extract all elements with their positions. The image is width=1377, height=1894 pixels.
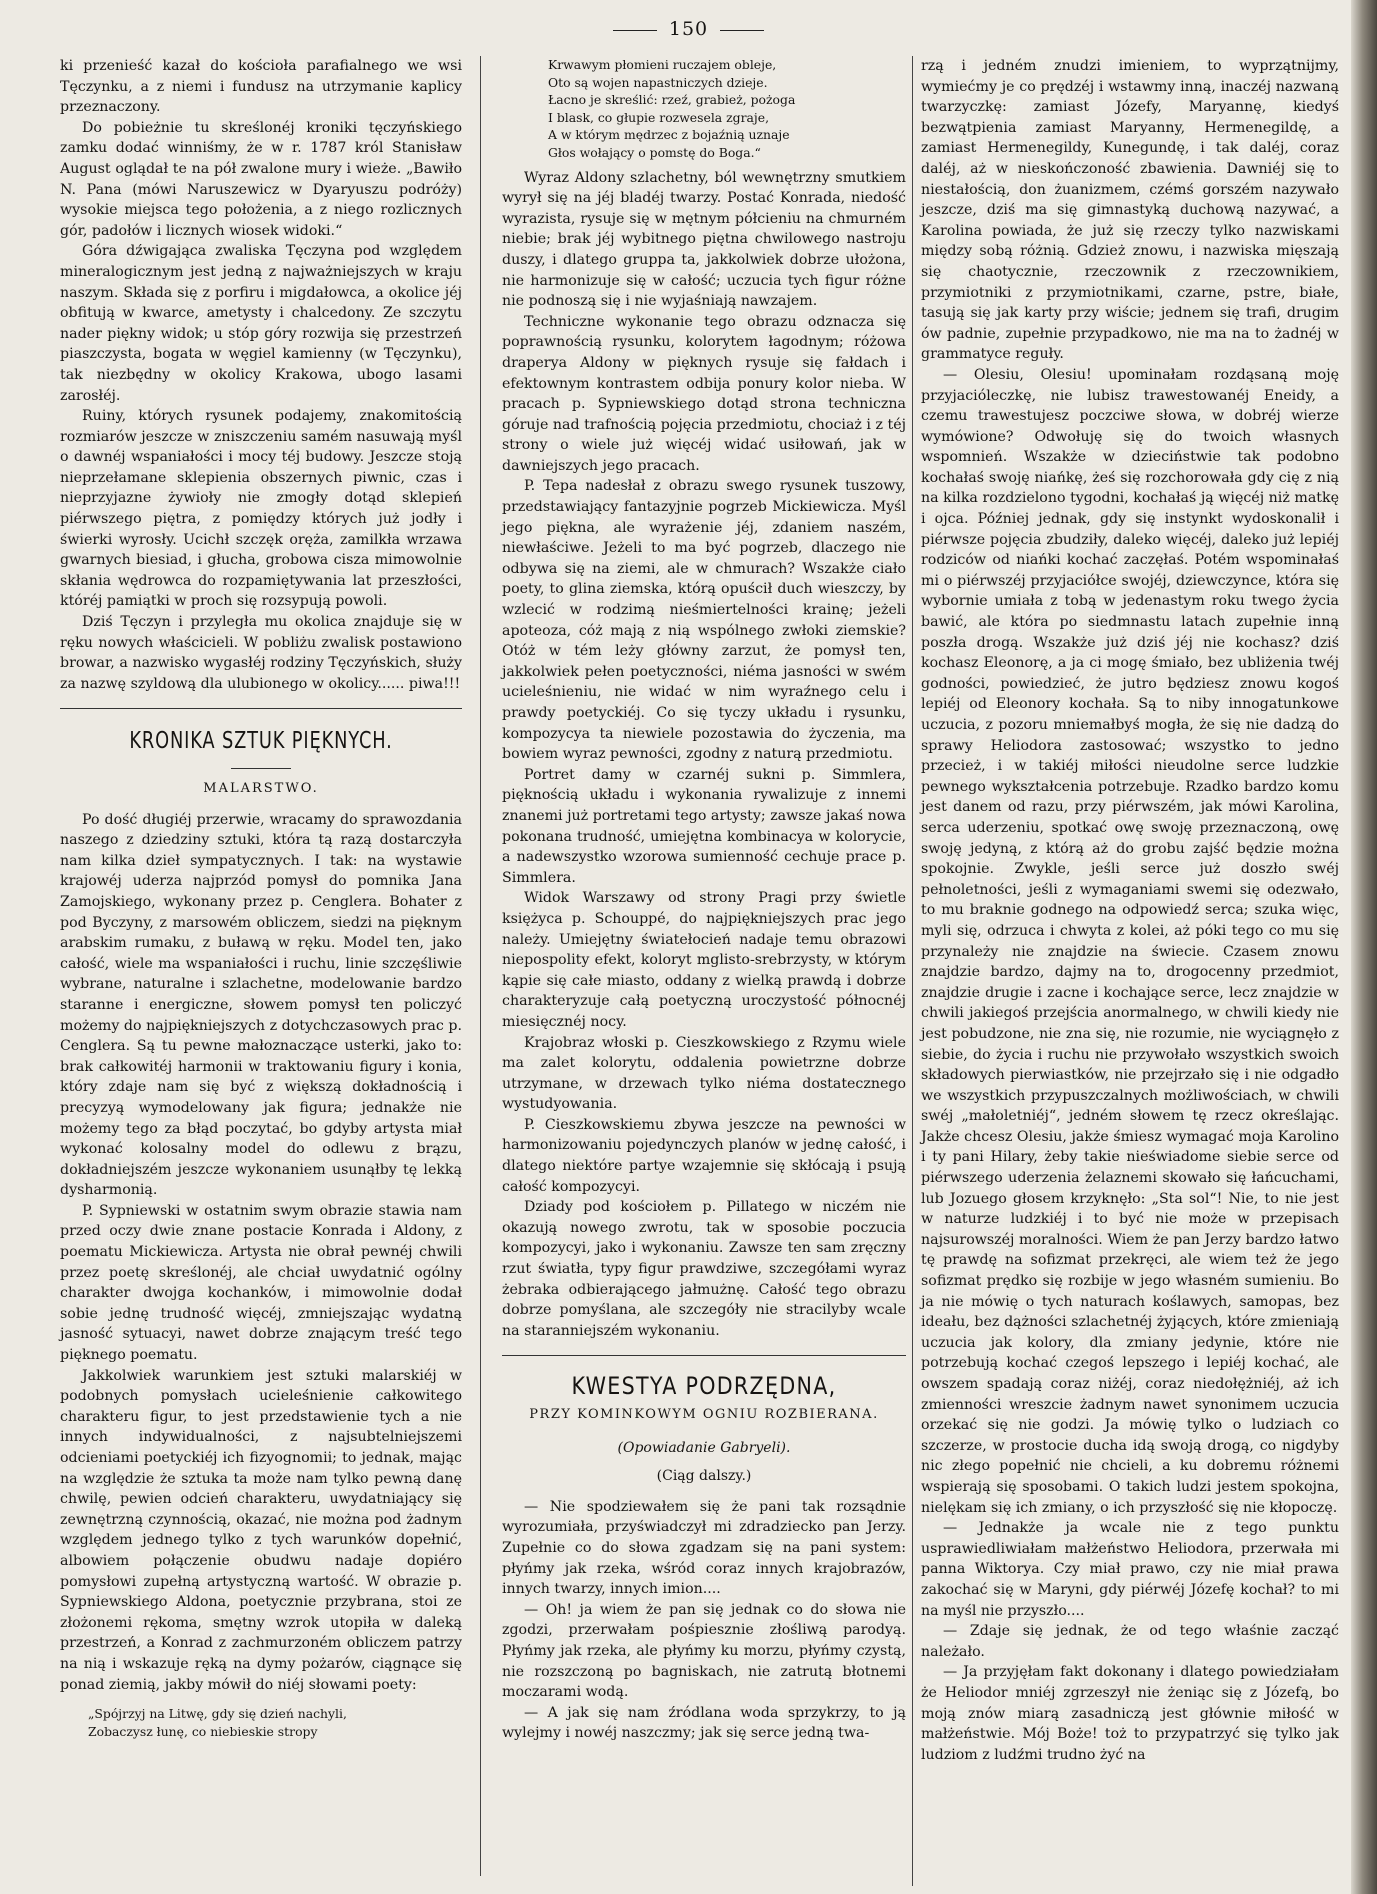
paragraph: Do pobieżnie tu skreślonéj kroniki tęczyńskiego zamku dodać winniśmy, że w r. 1787 król Stanisław August oglądał te na pół zwalone mury i wieże. „Bawiło N. Pana (mówi Naruszewicz w Dyaryuszu podróży) wysokie miejsca tego położenia, a z niego rozlicznych gór, padołów i licznych wiosek widoki.“ [60,119,462,239]
poem-quote-start [60,1705,462,1740]
article-credit: (Opowiadanie Gabryeli). [617,1439,791,1456]
column-3 [921,56,1339,1765]
paragraph: Wyraz Aldony szlachetny, ból wewnętrzny smutkiem wyrył się na jéj bladéj twarzy. Postać Konrada, niedość wyrazista, rysuje się w mętnym półcieniu na chmurném niebie; brak jéj wybitnego piętna chwilowego nastroju duszy, i dlatego gruppa ta, jakkolwiek dobrze ułożona, nie harmonizuje się w całość; uczucia tych figur różne nie podnoszą się i nie wyjaśniają nawzajem. [502,169,906,310]
adjacent-page-edge [1351,0,1377,1894]
paragraph: P. Cieszkowskiemu zbywa jeszcze na pewności w harmonizowaniu pojedynczych planów w jednę całość, i dlatego niektóre partye wzajemnie się skłócają i psują całość kompozycyi. [502,1116,906,1195]
paragraph: — Olesiu, Olesiu! upominałam rozdąsaną moję przyjacióleczkę, nie lubisz trawestowanéj Eneidy, a czemu trawestujesz poczciwe słowa, w dobréj wierze wymówione? Odwołuję się do twoich własnych wspomnień. Wszakże w dzieciństwie tak podobno kochałaś swoję niańkę, żeś się rozchorowała gdy cię z nią na kilka rozdzielono tygodni, kochałaś ją więcéj niż matkę i ojca. Później jednak, gdy się instynkt wydoskonalił i piérwsze pojęcia zbudziły, daleko więcéj, daleko już lepiéj rodziców od niańki kochać zaczęłaś. Potém wspominałaś mi o piérwszéj przyjaciółce swojéj, dziewczynce, która się wybornie umiała z tobą w jedenastym roku twego życia bawić, ale która po siedmnastu latach zupełnie inną poszła drogą. Wszakże już dziś jéj nie kochasz? dziś kochasz Eleonorę, a ja ci mogę śmiało, bez ubliżenia twéj godności, powiedzieć, że jutro będziesz znowu kogoś lepiéj od Eleonory kochała. Są to niby innogatunkowe uczucia, z pozoru mniemałbyś mogła, że się nie dadzą do sprawy Heliodora zastosować; wszystko to jedno przecież, i w takiéj miłości nieudolne serce ludzkie pewnego wykształcenia potrzebuje. Rzadko bardzo komu jest danem od razu, przy piérwszém, jak mówi Karolina, serca uderzeniu, spotkać owę swoję przeznaczoną, owę swoję jedyną, z którą aż do grobu zajść będzie można spokojnie. Zwykle, jeśli serce już doszło swéj pełnoletności, jeśli z wymaganiami swemi się odezwało, to mu braknie godnego na odpowiedź serca; szuka więc, myli się, odrzuca i chwyta z kolei, aż póki tego co mu się przynależy nie znajdzie na świecie. Czasem znowu znajdzie bardzo, dajmy na to, drogocenny przedmiot, znajdzie drugie i zacne i kochające serce, lecz znajdzie w chwili jakiegoś przejścia anormalnego, w chwili kiedy nie jest pobudzone, nie zna się, nie rozumie, nie wyciągnęło z siebie, do życia i ruchu nie przywołało wszystkich swoich składowych pierwiastków, nie przejrzało się i nie odgadło we wszystkich przypuszczalnych możliwościach, w chwili swéj „małoletniéj“, jedném słowem tę rzecz określając. Jakże chcesz Olesiu, jakże śmiesz wymagać moja Karolino i ty pani Hilary, żeby takie nieświadome siebie serce od piérwszego uderzenia żelaznemi skowało się łańcuchami, lub Jozuego głosem krzyknęło: „Sta sol“! Nie, to nie jest w naturze ludzkiéj i to być nie może w przepisach najsurowszéj moralności. Wiem że pan Jerzy bardzo łatwo tę prawdę na sofizmat przekręci, ale wiem też że jego sofizmat prędko się rozbije w jego własném sumieniu. Bo ja nie mówię o tych naturach koślawych, samopas, bez ideału, bez dążności szlachetnéj żyjących, które zmieniają uczucia jak kolory, dla zmiany jedynie, które nie potrzebują kochać czegoś lepszego i lepiéj kochać, ale owszem spadają coraz niżéj, coraz niedołężniéj, aż ich zmienności wreszcie żadnym nawet synonimem uczucia orzekać się nie godzi. Ja mówię tylko o ludziach co szczerze, w prostocie ducha idą swoją drogą, co nigdyby nic złego popełnić nie chcieli, a ku dobremu różnemi wspierają się sposobami. O takich ludzi jestem spokojna, nielękam się ich zmiany, o ich przyszłość się nie kłopoczę. [921,366,1339,1516]
paragraph: Ruiny, których rysunek podajemy, znakomitością rozmiarów jeszcze w zniszczeniu samém nasuwają myśl o dawnéj wspaniałości i mocy téj budowy. Jeszcze stoją nieprzełamane sklepienia obszernych piwnic, czas i nieprzyjazne żywioły nie zmogły dotąd sklepień piérwszego piętra, z pomiędzy których już jodły i świerki wyrosły. Ucichł szczęk oręża, zamilkła wrzawa gwarnych biesiad, i głucha, grobowa cisza mimowolnie skłania wędrowca do rozpamiętywania lat przeszłości, któréj pamiątki w proch się rozsypują powoli. [60,408,462,610]
article-divider [502,1355,906,1356]
poem-line: Krwawym płomieni ruczajem obleje, [548,57,777,72]
art-chronicle-continued [502,168,906,1342]
paragraph: Dziś Tęczyn i przyległa mu okolica znajduje się w ręku nowych właścicieli. W pobliżu zwalisk postawiono browar, a nazwisko wygasłéj rodziny Tęczyńskich, służy za nazwę szyldową dla ulubionego w okolicy...... piwa!!! [60,614,462,692]
poem-line: A w którym mędrzec z bojaźnią uznaje [548,127,790,143]
page-number-header [0,18,1377,40]
section-title: KRONIKA SZTUK PIĘKNYCH. [129,728,393,755]
paragraph: P. Tepa nadesłał z obrazu swego rysunek tuszowy, przedstawiający fantazyjnie pogrzeb Mickiewicza. Myśl jego piękna, ale wyrażenie jéj, zdaniem naszém, niewłaściwe. Jeżeli to ma być pogrzeb, dlaczego nie odbywa się na ziemi, ale w chmurach? Wszakże ciało poety, to glina ziemska, którą opuścił duch wieszczy, by wzlecić w rodzimą nieśmiertelności krainę; jeżeli apoteoza, cóż mają z nią wspólnego zwłoki ziemskie? Otóż w tém leży główny zarzut, że pomysł ten, jakkolwiek pełen poetyczności, niéma jasności w swém ucieleśnieniu, nie widać w nim wyraźnego celu i prawdy poetyckiéj. Co się tyczy układu i rysunku, kompozycya ta niewiele pozostawia do życzenia, ma bowiem wyraz pewności, zgodny z naturą przedmiotu. [502,478,906,763]
page-number: 150 [668,18,709,40]
header-dash-right [720,30,764,31]
section-divider [60,708,462,709]
paragraph: ki przenieść kazał do kościoła parafialnego we wsi Tęczynku, a z niemi i fundusz na utrzymanie kaplicy przeznaczony. [60,58,462,116]
paragraph: Techniczne wykonanie tego obrazu odznacza się poprawnością rysunku, kolorytem łagodnym; różowa draperya Aldony w pięknych rysuje się fałdach i efektownym kontrastem odbija ponury kolor nieba. W pracach p. Sypniewskiego dotąd strona techniczna góruje nad trafnością pojęcia przedmiotu, chociaż i z téj strony o wiele już więcéj widać usiłowań, jak w dawniejszych jego pracach. [502,313,906,474]
column-2 [502,56,906,1744]
paragraph: Krajobraz włoski p. Cieszkowskiego z Rzymu wiele ma zalet kolorytu, oddalenia powietrzne dobrze utrzymane, w drzewach tylko niéma dostatecznego wystudyowania. [502,1034,906,1113]
paragraph: Góra dźwigająca zwaliska Tęczyna pod względem mineralogicznym jest jedną z najważniejszych w kraju naszym. Składa się z porfiru i migdałowca, a okolice jéj obfitują w kwarce, ametysty i chalcedony. Ze szczytu nader piękny widok; u stóp góry rozwija się przestrzeń piaszczysta, bogata w węgiel kamienny (w Tęczynku), tak niezbędny w okolicy Krakowa, ubogo lasami zarosłéj. [60,243,462,404]
paragraph: — Nie spodziewałem się że pani tak rozsądnie wyrozumiała, przyświadczył mi zdradziecko pan Jerzy. Zupełnie co do słowa zgadzam się na pani system: płyńmy jak rzeka, wśród coraz innych krajobrazów, innych twarzy, innych imion.... [502,1498,906,1598]
poem-line: Głos wołający o pomstę do Boga.“ [548,144,761,160]
paragraph: rzą i jedném znudzi imieniem, to wyprzątnijmy, wymiećmy je co prędzéj i wstawmy inną, inaczéj nazwaną twarzyczkę: zamiast Józefy, Maryannę, kiedyś bezwątpienia zamiast Maryanny, Hermenegildę, a zamiast Hermenegildy, Kunegundę, i tak daléj, coraz daléj, aż w nieskończoność zbawienia. Dawniéj się to niestałością, don żuanizmem, czémś gorszém nazywało jeszcze, dziś ma się gimnastyką duchową nazywać, a Karolina powiada, że już się rzeczy tylko nazwiskami między sobą różnią. Gdzież znowu, i nazwiska mięszają się chaotycznie, rzeczownik z rzeczownikiem, przymiotniki z przymiotnikami, czarne, pstre, białe, tasują się jak karty przy wiście; jednem się trafi, drugim ów padnie, zupełnie przypadkowo, nie ma na to żadnéj w grammatyce reguły. [921,58,1339,363]
paragraph: — Jednakże ja wcale nie z tego punktu usprawiedliwiałam małżeństwo Heliodora, przerwała mi panna Wiktorya. Czy miał prawo, czy nie miał prawa zakochać się w Maryni, gdy piérwéj Józefę kochał? to mi na myśl nie przyszło.... [921,1520,1339,1619]
header-dash-left [613,30,657,31]
tenczyn-article-ending [60,56,462,694]
poem-line: Łacno je skreślić: rzeź, grabież, pożoga [548,92,796,108]
poem-line: Oto są wojen napastniczych dzieje. [548,74,768,90]
paragraph: — A jak się nam źródlana woda sprzykrzy, to ją wylejmy i nowéj naszczmy; jak się serce jedną twa- [502,1704,906,1742]
column-1 [60,56,462,1746]
paragraph: Portret damy w czarnéj sukni p. Simmlera, pięknością układu i wykonania rywalizuje z innemi znanemi już portretami tego artysty; zawsze jakaś nowa pokonana trudność, umiejętna kombinacya w kolorycie, a nadewszystko wzorowa sumienność cechuje prace p. Simmlera. [502,766,906,886]
poem-line: I blask, co głupie rozwesela zgraje, [548,109,770,125]
column-divider-right [912,56,913,1886]
short-divider [231,768,291,769]
paragraph: Jakkolwiek warunkiem jest sztuki malarskiéj w podobnych pomysłach ucieleśnienie całkowitego charakteru figur, to jest przedstawienie tych a nie innych indywidualności, z najsubtelniejszemi odcieniami poetyckiéj ich fizyognomii; to jednak, mając na względzie że sztuka ta może nam tylko pewną danę chwilę, pewien odcień charakteru, uwydatniający się zewnętrzną czynnością, okazać, nie można pod żadnym względem jednego tylko z tych warunków dopełnić, albowiem połączenie obudwu nadaje dopiéro pomysłowi zupełną artystyczną wartość. W obrazie p. Sypniewskiego Aldona, poetycznie przybrana, stoi ze złożonemi rękoma, smętny wzrok utopiła w daleką przestrzeń, a Konrad z zachmurzoném obliczem patrzy na nią i wskazuje ręką na dymy pożarów, ciągnące się ponad ziemią, jakby mówił do niéj słowami poety: [60,1367,462,1693]
paragraph: P. Sypniewski w ostatnim swym obrazie stawia nam przed oczy dwie znane postacie Konrada i Aldony, z poematu Mickiewicza. Artysta nie obrał pewnéj chwili przez poetę skreślonéj, ale chciał uwydatnić ogólny charakter dwojga kochanków, i mimowolnie dodał sobie jednę trudność więcéj, zmniejszając wydatną jasność sytuacyi, nawet dobrze znającym treść tego pięknego poematu. [60,1202,462,1364]
article-continuation-note: (Ciąg dalszy.) [656,1468,752,1485]
article-title: KWESTYA PODRZĘDNA, [571,1372,837,1401]
poem-line: Zobaczysz łunę, co niebieskie stropy [88,1723,318,1739]
story-body [502,1497,906,1744]
paragraph: Po dość długiéj przerwie, wracamy do sprawozdania naszego z dziedziny sztuki, która tą razą dostarczyła nam kilka dzieł sympatycznych. I tak: na wystawie krajowéj uderza najprzód pomysł do pomnika Jana Zamojskiego, wykonany przez p. Cenglera. Bohater z pod Byczyny, z marsowém obliczem, siedzi na pięknym arabskim rumaku, z buławą w ręku. Model ten, jako całość, wiele ma wspaniałości i ruchu, linie szczęśliwie wybrane, naturalne i szlachetne, modelowanie bardzo staranne i energiczne, słowem pomysł ten policzyć możemy do najpiękniejszych z dotychczasowych prac p. Cenglera. Są tu pewne małoznaczące usterki, jako to: brak całkowitéj harmonii w traktowaniu figury i konia, który zdaje nam się być z większą dokładnością i precyzyą wymodelowany jak figura; jednakże nie możemy tego za błąd poczytać, bo gdyby artysta miał wykonać kolosalny model do odlewu z brązu, dokładniejszém jeszcze wykonaniem usunąłby tę lekką dysharmonią. [60,811,462,1199]
article-subtitle: PRZY KOMINKOWYM OGNIU ROZBIERANA. [529,1407,879,1422]
art-chronicle-body [60,810,462,1696]
paragraph: Dziady pod kościołem p. Pillatego w niczém nie okazują nowego zwrotu, tak w sposobie poczucia kompozycyi, jako i wykonaniu. Zawsze ten sam zręczny rzut światła, typy figur prawdziwe, szczegółami wyraz żebraka odbierającego jałmużnę. Całość tego obrazu dobrze pomyślana, ale szczegóły nie stracilyby wcale na staranniejszém wykonaniu. [502,1199,906,1339]
paragraph: — Oh! ja wiem że pan się jednak co do słowa nie zgodzi, przerwałam pośpiesznie złośliwą parodyą. Płyńmy jak rzeka, ale płyńmy ku morzu, płyńmy czystą, nie rozszczoną po bagniskach, nie zatrutą błotnemi moczarami wodą. [502,1601,906,1701]
poem-quote-continued [502,56,906,162]
subsection-title: MALARSTWO. [203,781,319,796]
paragraph: — Zdaje się jednak, że od tego właśnie zacząć należało. [921,1623,1339,1660]
poem-line: „Spójrzyj na Litwę, gdy się dzień nachyli, [88,1706,347,1722]
paragraph: — Ja przyjęłam fakt dokonany i dlatego powiedziałam że Heliodor mniéj zgrzeszył nie żeniąc się z Józefą, bo moją znów miarą zasadniczą jest głównie miłość w małżeństwie. Mój Boże! toż to przypatrzyć się tylko jak ludziom z ludźmi trudno żyć na [921,1664,1339,1763]
paragraph: Widok Warszawy od strony Pragi przy świetle księżyca p. Schouppé, do najpiękniejszych prac jego należy. Umiejętny światełocień nadaje temu obrazowi niepospolity efekt, koloryt mglisto-srebrzysty, w którym kąpie się całe miasto, oddany z wielką prawdą i dobrze charakteryzuje całą poetyczną uroczystość północnéj miesięcznéj nocy. [502,890,906,1030]
column-divider-left [480,56,481,1876]
